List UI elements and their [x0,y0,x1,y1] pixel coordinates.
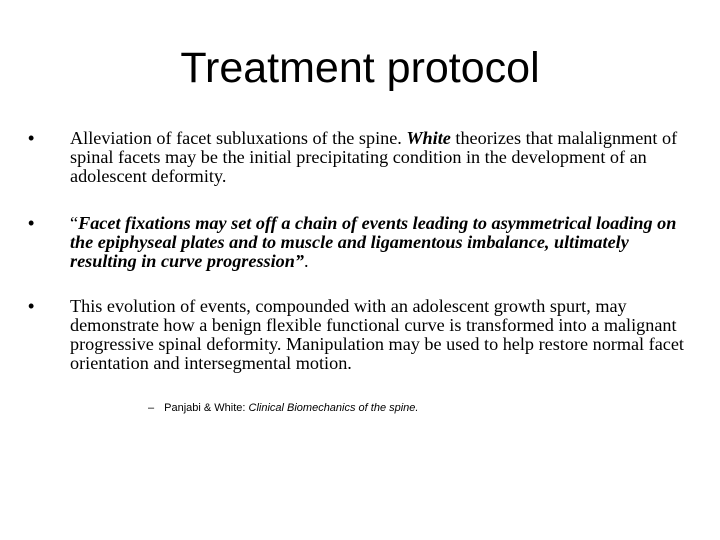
citation-dash: – [148,402,155,414]
slide-title: Treatment protocol [180,44,540,92]
quoted-passage: Facet fixations may set off a chain of events leading to asymmetrical loading on the epiphyseal plates and to muscle and ligamentous imbalance, ultimately resulting in curve progression [70,213,677,271]
author-name: White [406,128,451,148]
citation-work: Clinical Biomechanics of the spine. [248,402,419,414]
bullet-text-rest: theorizes that malalignment of spinal facets may be the initial precipitating condition in the development of an adolescent deformity. [70,128,678,186]
citation [148,401,418,415]
bullet-glyph: • [28,128,35,148]
bullet-glyph: • [28,296,35,316]
bullet-text-intro: Alleviation of facet subluxations of the spine. [70,128,407,148]
bullet-item-evolution [28,297,693,373]
bullet-glyph: • [28,213,35,233]
quote-end-period: . [303,251,309,271]
open-quote: “ [70,213,79,233]
close-quote: ” [294,251,304,271]
bullet-text [70,129,693,186]
bullet-item-quote [28,214,693,271]
bullet-text [70,214,693,271]
bullet-item-facet-subluxations [28,129,693,186]
citation-authors: Panjabi & White: [164,402,249,414]
bullet-text: This evolution of events, compounded with an adolescent growth spurt, may demonstrate how a benign flexible functional curve is transformed into a malignant progressive spinal deformity. Manipulation may be used to help restore normal facet orientation and intersegmental motion. [70,296,684,373]
